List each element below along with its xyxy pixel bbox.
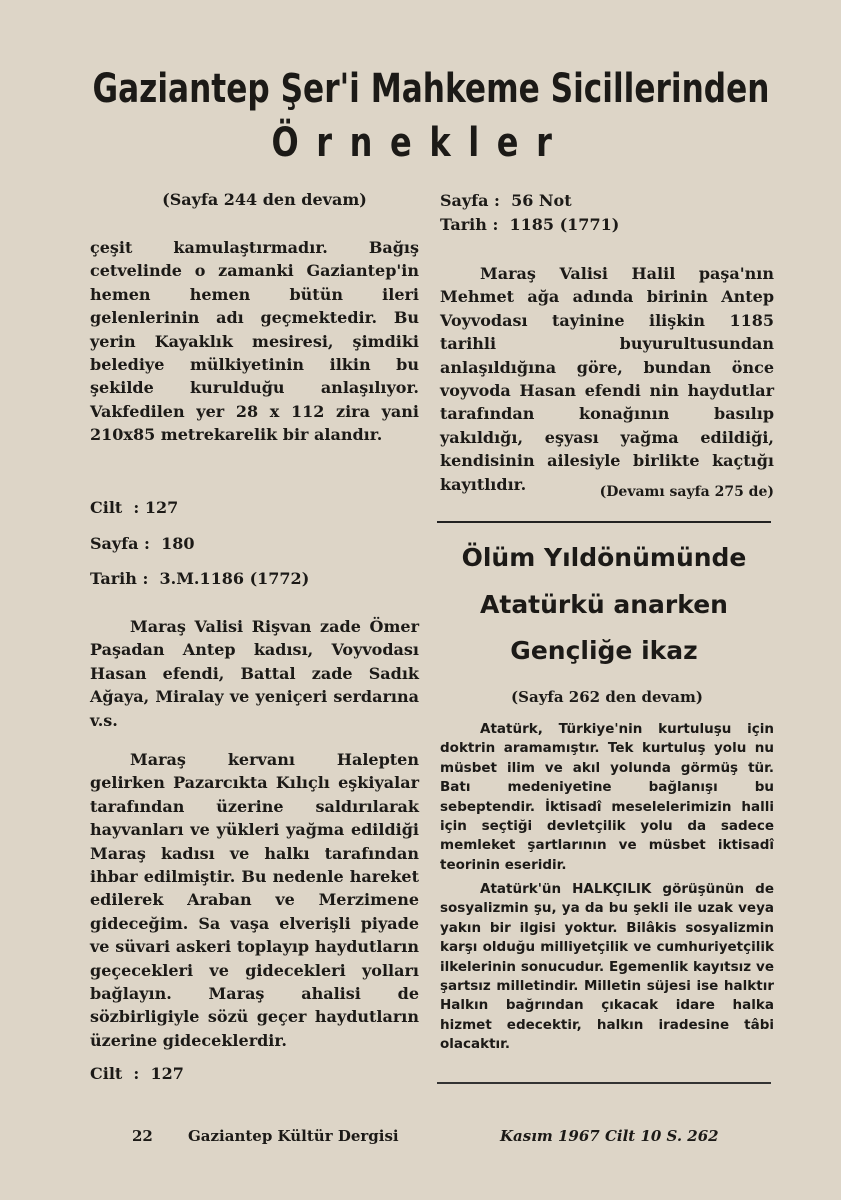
- left-cilt-2: Cilt : 127: [90, 1064, 184, 1083]
- left-sayfa: Sayfa : 180: [90, 534, 195, 553]
- article-title-line-2: Atatürkü anarken: [480, 590, 728, 619]
- left-paragraph-2: Maraş Valisi Rişvan zade Ömer Paşadan Antep kadısı, Voyvodası Hasan efendi, Battal zade Sadık Ağaya, Miralay ve yeniçeri serdarına v.s.: [90, 617, 419, 730]
- article-title-line-1: Ölüm Yıldönümünde: [461, 543, 747, 572]
- right-sayfa: Sayfa : 56 Not: [440, 191, 572, 210]
- left-continued-note: (Sayfa 244 den devam): [162, 190, 367, 209]
- page-title: Gaziantep Şer'i Mahkeme Sicillerinden: [92, 66, 770, 112]
- article-title-line-3: Gençliğe ikaz: [510, 636, 698, 665]
- footer-page-number: 22: [132, 1127, 153, 1145]
- article-end-divider: [437, 1082, 771, 1084]
- footer-magazine: Gaziantep Kültür Dergisi: [188, 1127, 399, 1145]
- left-tarih: Tarih : 3.M.1186 (1772): [90, 569, 310, 588]
- left-paragraph-1: çeşit kamulaştırmadır. Bağış cetvelinde o zamanki Gaziantep'in hemen hemen bütün ileri gelenlerinin adı geçmektedir. Bu yerin Kayaklık mesiresi, şimdiki belediye mülkiyetinin ilkin bu şekilde kurulduğu anlaşılıyor. Vakfedilen yer 28 x 112 zira yani 210x85 metrekarelik bir alandır.: [90, 238, 419, 445]
- right-paragraph-1: Maraş Valisi Halil paşa'nın Mehmet ağa adında birinin Antep Voyvodası tayinine ilişkin 1185 tarihli buyurultusundan anlaşıldığına göre, bundan önce voyvoda Hasan efendi nin haydutlar tarafından konağının basılıp yakıldığı, eşyası yağma edildiği, kendisinin ailesiyle birlikte kaçtığı kayıtlıdır.: [440, 264, 774, 494]
- left-cilt: Cilt : 127: [90, 498, 179, 517]
- article-paragraph-2: Atatürk'ün HALKÇILIK görüşünün de sosyalizmin şu, ya da bu şekli ile uzak veya yakın bir ilgisi yoktur. Bilâkis sosyalizmin karşı olduğu milliyetçilik ve cumhuriyetçilik ilkelerinin sonucudur. Egemenlik kayıtsız ve şartsız milletindir. Milletin süjesi ise halktır Halkın bağrından çıkacak idare halka hizmet edecektir, halkın iradesine tâbi olacaktır.: [440, 881, 774, 1053]
- section-divider: [437, 521, 771, 523]
- right-continued-note: (Devamı sayfa 275 de): [599, 484, 774, 500]
- article-continued-note: (Sayfa 262 den devam): [511, 688, 703, 706]
- article-paragraph-1: Atatürk, Türkiye'nin kurtuluşu için doktrin aramamıştır. Tek kurtuluş yolu nu müsbet ilim ve akıl yolunda görmüş tür. Batı medeniyetine bağlanışı bu sebeptendir. İktisadî meselelerimizin halli için seçtiği devletçilik yolu da sadece memleket şartlarının ve müsbet iktisadî teorinin eseridir.: [440, 721, 774, 873]
- left-paragraph-3: Maraş kervanı Halepten gelirken Pazarcıkta Kılıçlı eşkiyalar tarafından üzerine saldırılarak hayvanları ve yükleri yağma edildiği Maraş kadısı ve halkı tarafından ihbar edilmiştir. Bu nedenle hareket edilerek Araban ve Merzimene gideceğim. Sa vaşa elverişli piyade ve süvari askeri toplayıp haydutların geçecekleri ve gidecekleri yolları bağlayın. Maraş ahalisi de sözbirligiyle sözü geçer haydutların üzerine gideceklerdir.: [90, 750, 419, 1050]
- page-subtitle: Örnekler: [271, 120, 570, 166]
- right-tarih: Tarih : 1185 (1771): [440, 215, 620, 234]
- footer-issue: Kasım 1967 Cilt 10 S. 262: [500, 1127, 719, 1145]
